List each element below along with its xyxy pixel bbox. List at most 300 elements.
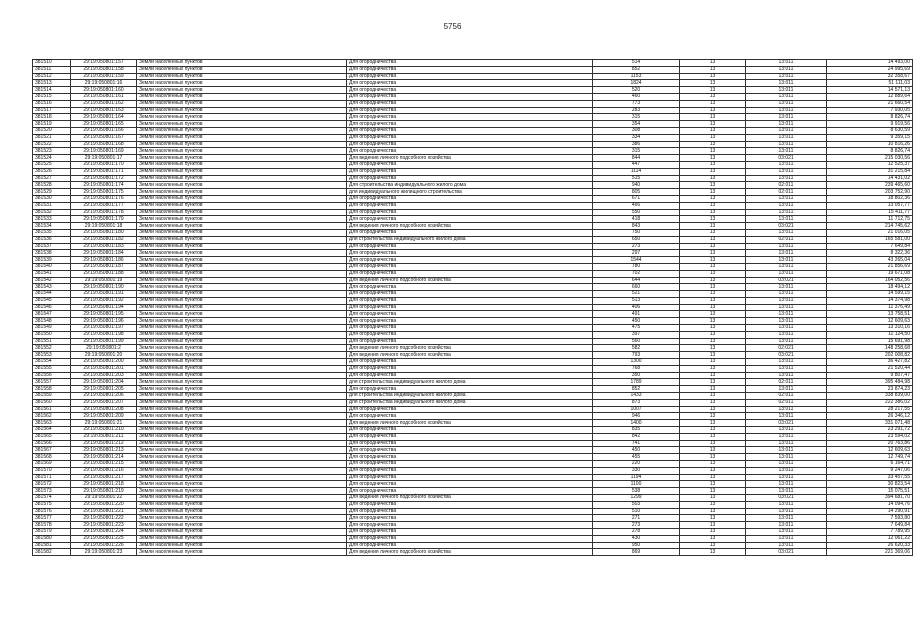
classifier-code-cell: 13:011 (746, 73, 827, 80)
district-code-cell: 13 (680, 365, 746, 372)
land-category-cell: Земли населенных пунктов (137, 87, 347, 94)
cadastral-number-cell: 29:19:050801:180 (71, 229, 137, 236)
cadastral-value-cell: 7 649,84 (827, 243, 913, 250)
record-number-cell: 381557 (33, 379, 71, 386)
table-row (33, 515, 913, 522)
cadastral-value-cell: 12 889,64 (827, 93, 913, 100)
district-code-cell: 13 (680, 87, 746, 94)
record-number-cell: 381564 (33, 427, 71, 434)
permitted-use-cell: для строительства индивидуального жилого дома (347, 399, 593, 406)
cadastral-number-cell: 29:19:050801:20 (71, 352, 137, 359)
cadastral-value-cell: 202 008,82 (827, 352, 913, 359)
record-number-cell: 381559 (33, 393, 71, 400)
district-code-cell: 13 (680, 80, 746, 87)
classifier-code-cell: 13:011 (746, 474, 827, 481)
record-number-cell: 381539 (33, 257, 71, 264)
land-category-cell: Земли населенных пунктов (137, 100, 347, 107)
cadastral-value-cell: 9 807,47 (827, 372, 913, 379)
cadastral-value-cell: 43 265,04 (827, 257, 913, 264)
area-cell: 1100 (593, 481, 680, 488)
cadastral-number-cell: 29:19:050801:216 (71, 467, 137, 474)
permitted-use-cell: Для ведения личного подсобного хозяйства (347, 155, 593, 162)
classifier-code-cell: 13:011 (746, 209, 827, 216)
cadastral-number-cell: 29:19:050801:197 (71, 325, 137, 332)
area-cell: 650 (593, 236, 680, 243)
cadastral-number-cell: 29:19:050801:186 (71, 257, 137, 264)
classifier-code-cell: 13:011 (746, 243, 827, 250)
area-cell: 273 (593, 243, 680, 250)
land-category-cell: Земли населенных пунктов (137, 454, 347, 461)
land-category-cell: Земли населенных пунктов (137, 189, 347, 196)
record-number-cell: 381519 (33, 121, 71, 128)
record-number-cell: 381514 (33, 87, 71, 94)
permitted-use-cell: Для огородничества (347, 440, 593, 447)
permitted-use-cell: Для огородничества (347, 542, 593, 549)
land-category-cell: Земли населенных пунктов (137, 297, 347, 304)
district-code-cell: 13 (680, 359, 746, 366)
area-cell: 741 (593, 440, 680, 447)
area-cell: 334 (593, 134, 680, 141)
table-row (33, 236, 913, 243)
cadastral-number-cell: 29:19:050801:168 (71, 141, 137, 148)
cadastral-value-cell: 222 386,02 (827, 399, 913, 406)
cadastral-value-cell: 18 802,36 (827, 195, 913, 202)
cadastral-value-cell: 12 061,22 (827, 535, 913, 542)
permitted-use-cell: Для огородничества (347, 216, 593, 223)
record-number-cell: 381527 (33, 175, 71, 182)
land-category-cell: Земли населенных пунктов (137, 318, 347, 325)
area-cell: 397 (593, 331, 680, 338)
classifier-code-cell: 13:011 (746, 372, 827, 379)
classifier-code-cell: 13:011 (746, 454, 827, 461)
record-number-cell: 381521 (33, 134, 71, 141)
permitted-use-cell: Для огородничества (347, 447, 593, 454)
cadastral-value-cell: 18 494,12 (827, 284, 913, 291)
classifier-code-cell: 03:021 (746, 155, 827, 162)
district-code-cell: 13 (680, 508, 746, 515)
cadastral-value-cell: 8 826,74 (827, 148, 913, 155)
record-number-cell: 381536 (33, 236, 71, 243)
cadastral-value-cell: 20 763,86 (827, 440, 913, 447)
table-row (33, 209, 913, 216)
land-category-cell: Земли населенных пунктов (137, 325, 347, 332)
permitted-use-cell: Для огородничества (347, 270, 593, 277)
cadastral-number-cell: 29:19:050801:178 (71, 209, 137, 216)
area-cell: 273 (593, 522, 680, 529)
cadastral-value-cell: 7 649,84 (827, 522, 913, 529)
land-category-cell: Земли населенных пунктов (137, 155, 347, 162)
area-cell: 297 (593, 250, 680, 257)
permitted-use-cell: Для огородничества (347, 413, 593, 420)
cadastral-number-cell: 29:19:050801:177 (71, 202, 137, 209)
table-row (33, 202, 913, 209)
permitted-use-cell: Для огородничества (347, 175, 593, 182)
permitted-use-cell: Для ведения личного подсобного хозяйства (347, 495, 593, 502)
cadastral-number-cell: 29:19:050801:22 (71, 495, 137, 502)
permitted-use-cell: Для огородничества (347, 461, 593, 468)
cadastral-value-cell: 9 247,06 (827, 467, 913, 474)
land-category-cell: Земли населенных пунктов (137, 263, 347, 270)
table-row (33, 413, 913, 420)
district-code-cell: 13 (680, 277, 746, 284)
classifier-code-cell: 13:011 (746, 522, 827, 529)
cadastral-number-cell: 29:19:050801:187 (71, 263, 137, 270)
land-category-cell: Земли населенных пунктов (137, 80, 347, 87)
cadastral-number-cell: 29:19:050801:201 (71, 365, 137, 372)
classifier-code-cell: 13:011 (746, 515, 827, 522)
permitted-use-cell: Для огородничества (347, 508, 593, 515)
area-cell: 475 (593, 325, 680, 332)
cadastral-value-cell: 9 359,15 (827, 134, 913, 141)
area-cell: 1544 (593, 257, 680, 264)
district-code-cell: 13 (680, 495, 746, 502)
permitted-use-cell: Для огородничества (347, 338, 593, 345)
cadastral-value-cell: 15 411,77 (827, 209, 913, 216)
cadastral-number-cell: 29:19:050801:163 (71, 107, 137, 114)
permitted-use-cell: Для огородничества (347, 284, 593, 291)
district-code-cell: 13 (680, 93, 746, 100)
cadastral-number-cell: 29:19:050801:203 (71, 372, 137, 379)
classifier-code-cell: 03:021 (746, 495, 827, 502)
area-cell: 660 (593, 284, 680, 291)
record-number-cell: 381540 (33, 263, 71, 270)
cadastral-value-cell: 13 310,16 (827, 325, 913, 332)
permitted-use-cell: Для огородничества (347, 121, 593, 128)
district-code-cell: 13 (680, 134, 746, 141)
land-category-cell: Земли населенных пунктов (137, 216, 347, 223)
cadastral-number-cell: 29:19:050801:191 (71, 291, 137, 298)
classifier-code-cell: 13:011 (746, 257, 827, 264)
cadastral-number-cell: 29:19:050801:221 (71, 508, 137, 515)
record-number-cell: 381526 (33, 168, 71, 175)
land-category-cell: Земли населенных пунктов (137, 168, 347, 175)
land-category-cell: Земли населенных пунктов (137, 393, 347, 400)
district-code-cell: 13 (680, 243, 746, 250)
cadastral-number-cell: 29:19:050801:220 (71, 501, 137, 508)
record-number-cell: 381558 (33, 386, 71, 393)
classifier-code-cell: 13:011 (746, 195, 827, 202)
area-cell: 852 (593, 66, 680, 73)
cadastral-number-cell: 29:19:050801:195 (71, 311, 137, 318)
permitted-use-cell: Для огородничества (347, 406, 593, 413)
record-number-cell: 381528 (33, 182, 71, 189)
permitted-use-cell: Для огородничества (347, 331, 593, 338)
land-category-cell: Земли населенных пунктов (137, 542, 347, 549)
cadastral-value-cell: 21 016,05 (827, 229, 913, 236)
land-category-cell: Земли населенных пунктов (137, 229, 347, 236)
record-number-cell: 381579 (33, 528, 71, 535)
land-category-cell: Земли населенных пунктов (137, 413, 347, 420)
cadastral-number-cell: 29:19:050801:179 (71, 216, 137, 223)
area-cell: 768 (593, 365, 680, 372)
land-category-cell: Земли населенных пунктов (137, 461, 347, 468)
cadastral-number-cell: 29:19:050801:161 (71, 93, 137, 100)
record-number-cell: 381513 (33, 80, 71, 87)
permitted-use-cell: Для огородничества (347, 454, 593, 461)
district-code-cell: 13 (680, 304, 746, 311)
record-number-cell: 381542 (33, 277, 71, 284)
classifier-code-cell: 13:011 (746, 134, 827, 141)
record-number-cell: 381577 (33, 515, 71, 522)
permitted-use-cell: Для ведения личного подсобного хозяйства (347, 549, 593, 556)
area-cell: 418 (593, 216, 680, 223)
cadastral-number-cell: 29:19:050801:222 (71, 515, 137, 522)
permitted-use-cell: Для огородничества (347, 263, 593, 270)
permitted-use-cell: Для огородничества (347, 195, 593, 202)
district-code-cell: 13 (680, 528, 746, 535)
cadastral-value-cell: 10 816,26 (827, 141, 913, 148)
table-row (33, 270, 913, 277)
classifier-code-cell: 13:011 (746, 413, 827, 420)
cadastral-number-cell: 29:19:050801:21 (71, 420, 137, 427)
classifier-code-cell: 13:011 (746, 168, 827, 175)
permitted-use-cell: Для ведения личного подсобного хозяйства (347, 277, 593, 284)
classifier-code-cell: 03:021 (746, 352, 827, 359)
permitted-use-cell: Для огородничества (347, 311, 593, 318)
area-cell: 308 (593, 127, 680, 134)
permitted-use-cell: Для огородничества (347, 87, 593, 94)
classifier-code-cell: 13:011 (746, 263, 827, 270)
classifier-code-cell: 13:011 (746, 433, 827, 440)
land-category-cell: Земли населенных пунктов (137, 304, 347, 311)
permitted-use-cell: Для огородничества (347, 250, 593, 257)
cadastral-value-cell: 214 745,62 (827, 223, 913, 230)
cadastral-value-cell: 30 823,54 (827, 481, 913, 488)
permitted-use-cell: Для огородничества (347, 365, 593, 372)
cadastral-value-cell: 15 691,98 (827, 338, 913, 345)
table-row (33, 73, 913, 80)
area-cell: 503 (593, 501, 680, 508)
area-cell: 773 (593, 100, 680, 107)
district-code-cell: 13 (680, 202, 746, 209)
land-category-cell: Земли населенных пунктов (137, 243, 347, 250)
land-category-cell: Земли населенных пунктов (137, 352, 347, 359)
land-category-cell: Земли населенных пунктов (137, 73, 347, 80)
land-category-cell: Земли населенных пунктов (137, 182, 347, 189)
record-number-cell: 381568 (33, 454, 71, 461)
cadastral-number-cell: 29:19:050801:214 (71, 454, 137, 461)
table-row (33, 508, 913, 515)
area-cell: 1114 (593, 168, 680, 175)
cadastral-number-cell: 29:19:050801:212 (71, 440, 137, 447)
permitted-use-cell: Для огородничества (347, 386, 593, 393)
district-code-cell: 13 (680, 60, 746, 67)
cadastral-value-cell: 31 215,84 (827, 168, 913, 175)
cadastral-number-cell: 29:19:050801:207 (71, 399, 137, 406)
cadastral-value-cell: 8 322,36 (827, 250, 913, 257)
permitted-use-cell: Для огородничества (347, 168, 593, 175)
classifier-code-cell: 13:011 (746, 528, 827, 535)
record-number-cell: 381533 (33, 216, 71, 223)
cadastral-value-cell: 12 609,63 (827, 318, 913, 325)
classifier-code-cell: 03:021 (746, 420, 827, 427)
district-code-cell: 13 (680, 549, 746, 556)
district-code-cell: 13 (680, 399, 746, 406)
permitted-use-cell: Для огородничества (347, 243, 593, 250)
classifier-code-cell: 13:011 (746, 250, 827, 257)
land-registry-table-body (33, 60, 913, 556)
district-code-cell: 13 (680, 168, 746, 175)
land-category-cell: Земли населенных пунктов (137, 223, 347, 230)
classifier-code-cell: 13:011 (746, 542, 827, 549)
district-code-cell: 13 (680, 107, 746, 114)
land-category-cell: Земли населенных пунктов (137, 522, 347, 529)
record-number-cell: 381552 (33, 345, 71, 352)
cadastral-value-cell: 21 660,54 (827, 100, 913, 107)
area-cell: 671 (593, 195, 680, 202)
record-number-cell: 381541 (33, 270, 71, 277)
cadastral-value-cell: 14 493,00 (827, 60, 913, 67)
district-code-cell: 13 (680, 100, 746, 107)
cadastral-value-cell: 14 571,13 (827, 87, 913, 94)
record-number-cell: 381549 (33, 325, 71, 332)
area-cell: 842 (593, 433, 680, 440)
cadastral-number-cell: 29:19:050801:172 (71, 175, 137, 182)
area-cell: 538 (593, 488, 680, 495)
cadastral-number-cell: 29:19:050801:166 (71, 127, 137, 134)
cadastral-number-cell: 29:19:050801:174 (71, 182, 137, 189)
cadastral-value-cell: 19 671,08 (827, 270, 913, 277)
district-code-cell: 13 (680, 182, 746, 189)
area-cell: 406 (593, 304, 680, 311)
cadastral-value-cell: 26 346,12 (827, 413, 913, 420)
permitted-use-cell: Для огородничества (347, 359, 593, 366)
district-code-cell: 13 (680, 121, 746, 128)
district-code-cell: 13 (680, 216, 746, 223)
cadastral-number-cell: 29:19:050801:190 (71, 284, 137, 291)
area-cell: 354 (593, 121, 680, 128)
cadastral-number-cell: 29:19:050801:210 (71, 427, 137, 434)
area-cell: 793 (593, 352, 680, 359)
permitted-use-cell: Для огородничества (347, 515, 593, 522)
permitted-use-cell: Для ведения личного подсобного хозяйства (347, 420, 593, 427)
record-number-cell: 381562 (33, 413, 71, 420)
classifier-code-cell: 13:011 (746, 461, 827, 468)
district-code-cell: 13 (680, 297, 746, 304)
classifier-code-cell: 13:011 (746, 406, 827, 413)
district-code-cell: 13 (680, 474, 746, 481)
classifier-code-cell: 13:011 (746, 297, 827, 304)
record-number-cell: 381553 (33, 352, 71, 359)
permitted-use-cell: Для огородничества (347, 528, 593, 535)
table-row (33, 182, 913, 189)
district-code-cell: 13 (680, 372, 746, 379)
land-category-cell: Земли населенных пунктов (137, 66, 347, 73)
district-code-cell: 13 (680, 236, 746, 243)
land-category-cell: Земли населенных пунктов (137, 433, 347, 440)
cadastral-value-cell: 15 075,51 (827, 488, 913, 495)
district-code-cell: 13 (680, 393, 746, 400)
table-row (33, 338, 913, 345)
area-cell: 869 (593, 549, 680, 556)
area-cell: 315 (593, 114, 680, 121)
permitted-use-cell: Для огородничества (347, 467, 593, 474)
cadastral-number-cell: 29:19:050801:206 (71, 393, 137, 400)
record-number-cell: 381524 (33, 155, 71, 162)
classifier-code-cell: 13:011 (746, 202, 827, 209)
district-code-cell: 13 (680, 345, 746, 352)
permitted-use-cell: Для огородничества (347, 134, 593, 141)
permitted-use-cell: Для огородничества (347, 535, 593, 542)
permitted-use-cell: Для огородничества (347, 229, 593, 236)
district-code-cell: 13 (680, 263, 746, 270)
classifier-code-cell: 13:011 (746, 60, 827, 67)
area-cell: 460 (593, 93, 680, 100)
land-category-cell: Земли населенных пунктов (137, 372, 347, 379)
classifier-code-cell: 13:011 (746, 338, 827, 345)
permitted-use-cell: Для огородничества (347, 114, 593, 121)
district-code-cell: 13 (680, 318, 746, 325)
area-cell: 873 (593, 399, 680, 406)
district-code-cell: 13 (680, 461, 746, 468)
classifier-code-cell: 03:021 (746, 223, 827, 230)
area-cell: 582 (593, 345, 680, 352)
area-cell: 750 (593, 229, 680, 236)
classifier-code-cell: 13:011 (746, 501, 827, 508)
district-code-cell: 13 (680, 542, 746, 549)
area-cell: 1433 (593, 393, 680, 400)
land-category-cell: Земли населенных пунктов (137, 386, 347, 393)
land-category-cell: Земли населенных пунктов (137, 338, 347, 345)
cadastral-value-cell: 14 094,76 (827, 501, 913, 508)
land-category-cell: Земли населенных пунктов (137, 195, 347, 202)
cadastral-value-cell: 12 525,37 (827, 161, 913, 168)
cadastral-value-cell: 203 752,90 (827, 189, 913, 196)
cadastral-number-cell: 29:19:050801:16 (71, 80, 137, 87)
district-code-cell: 13 (680, 454, 746, 461)
record-number-cell: 381517 (33, 107, 71, 114)
table-row (33, 406, 913, 413)
record-number-cell: 381566 (33, 440, 71, 447)
record-number-cell: 381520 (33, 127, 71, 134)
permitted-use-cell: Для огородничества (347, 100, 593, 107)
land-category-cell: Земли населенных пунктов (137, 549, 347, 556)
land-category-cell: Земли населенных пунктов (137, 284, 347, 291)
cadastral-value-cell: 11 376,49 (827, 304, 913, 311)
land-category-cell: Земли населенных пунктов (137, 236, 347, 243)
area-cell: 940 (593, 182, 680, 189)
classifier-code-cell: 13:011 (746, 80, 827, 87)
cadastral-number-cell: 29:19:050801:17 (71, 155, 137, 162)
district-code-cell: 13 (680, 325, 746, 332)
cadastral-value-cell: 8 826,74 (827, 114, 913, 121)
record-number-cell: 381582 (33, 549, 71, 556)
land-category-cell: Земли населенных пунктов (137, 277, 347, 284)
record-number-cell: 381576 (33, 508, 71, 515)
district-code-cell: 13 (680, 488, 746, 495)
cadastral-number-cell: 29:19:050801:208 (71, 406, 137, 413)
cadastral-number-cell: 29:19:050801:215 (71, 461, 137, 468)
record-number-cell: 381545 (33, 297, 71, 304)
classifier-code-cell: 13:011 (746, 535, 827, 542)
classifier-code-cell: 13:011 (746, 481, 827, 488)
classifier-code-cell: 13:011 (746, 175, 827, 182)
district-code-cell: 13 (680, 311, 746, 318)
page-number: 5756 (443, 22, 462, 31)
district-code-cell: 13 (680, 515, 746, 522)
record-number-cell: 381525 (33, 161, 71, 168)
table-row (33, 114, 913, 121)
classifier-code-cell: 13:011 (746, 148, 827, 155)
area-cell: 550 (593, 209, 680, 216)
cadastral-value-cell: 24 995,69 (827, 66, 913, 73)
district-code-cell: 13 (680, 331, 746, 338)
classifier-code-cell: 13:011 (746, 100, 827, 107)
district-code-cell: 13 (680, 175, 746, 182)
area-cell: 560 (593, 338, 680, 345)
table-row (33, 243, 913, 250)
cadastral-value-cell: 33 457,55 (827, 474, 913, 481)
